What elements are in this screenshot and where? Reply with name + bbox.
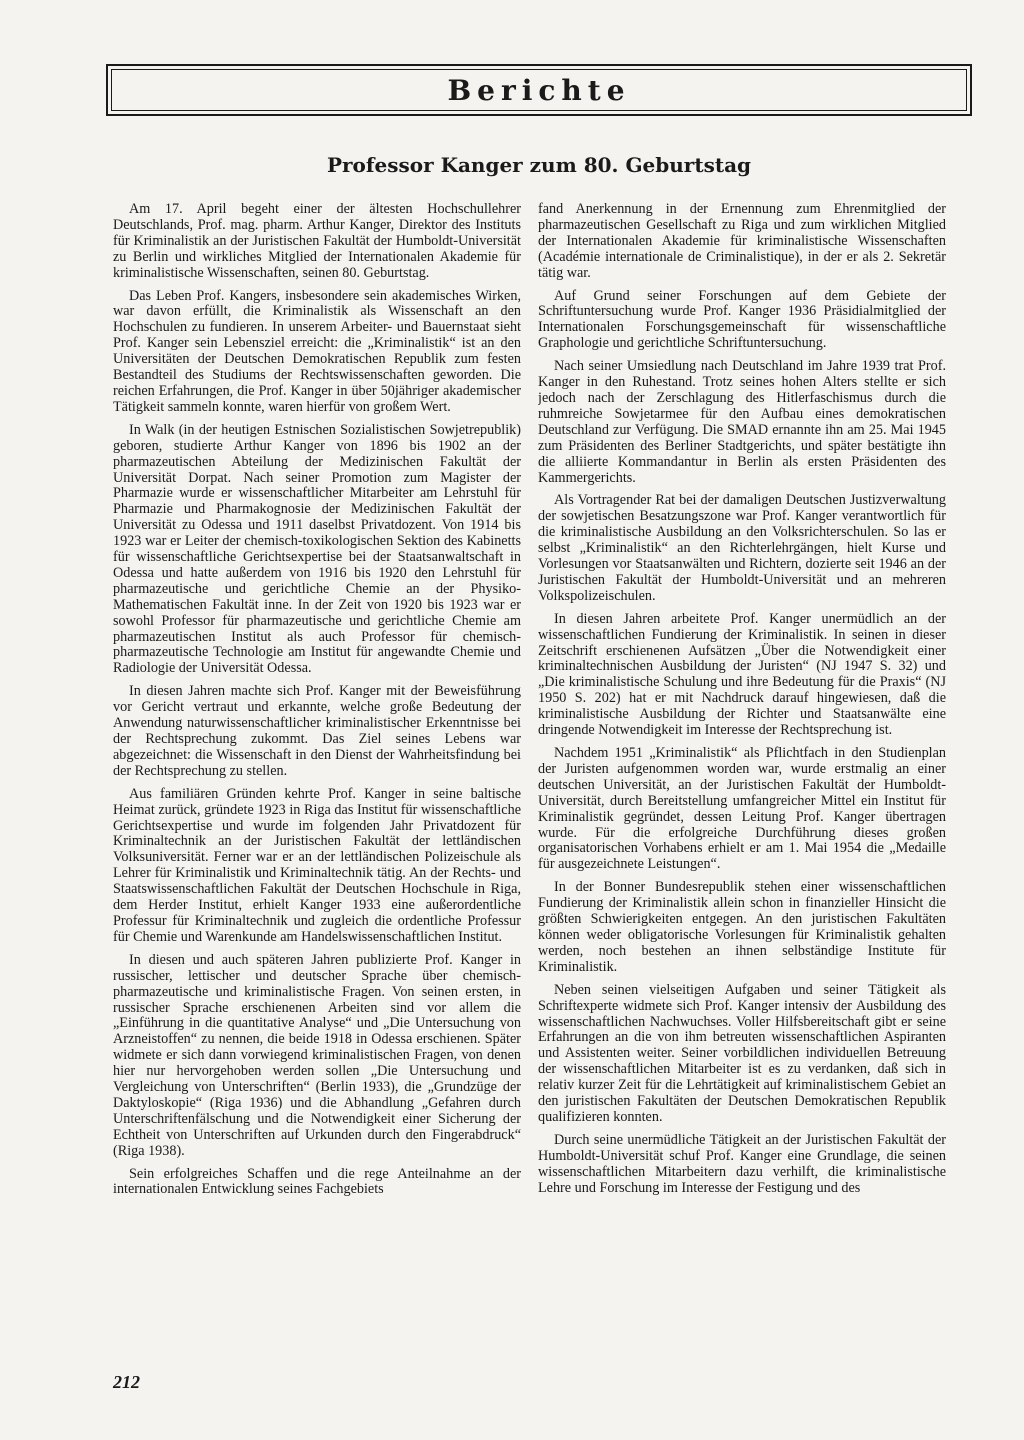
paragraph: In Walk (in der heutigen Estnischen Sozialistischen Sowjetrepublik) geboren, studierte Arthur Kanger von 1896 bis 1902 an der pharmazeutischen Abteilung der Medizinischen Fakultät der Universität Dorpat. Nach seiner Promotion zum Magister der Pharmazie wurde er wissenschaftlicher Mitarbeiter am Lehrstuhl für Pharmazie und Pharmakognosie der Medizinischen Fakultät der Universität zu Odessa und 1911 daselbst Privatdozent. Von 1914 bis 1923 war er Leiter der chemisch-toxikologischen Sektion des Kabinetts für wissenschaftliche Gerichtsexpertise bei der Staatsanwaltschaft in Odessa und hatte außerdem von 1916 bis 1920 den Lehrstuhl für pharmazeutische und gerichtliche Chemie an der Physiko-Mathematischen Fakultät inne. In der Zeit von 1920 bis 1923 war er sowohl Professor für pharmazeutische und gerichtliche Chemie am pharmazeutischen Institut als auch Professor für chemisch-pharmazeutische Technologie am Institut für angewandte Chemie und Radiologie der Universität Odessa. <box>113 421 521 677</box>
paragraph: In diesen Jahren arbeitete Prof. Kanger unermüdlich an der wissenschaftlichen Fundierung der Kriminalistik. In seinen in dieser Zeitschrift erschienenen Aufsätzen „Über die Notwendigkeit einer kriminaltechnischen Ausbildung der Juristen“ (NJ 1947 S. 32) und „Die kriminalistische Schulung und ihre Bedeutung für die Praxis“ (NJ 1950 S. 202) hat er mit Nachdruck darauf hingewiesen, daß die kriminalistische Ausbildung der Richter und Staatsanwälte eine dringende Notwendigkeit im Interesse der Rechtsprechung ist. <box>538 610 946 739</box>
paragraph: Nachdem 1951 „Kriminalistik“ als Pflichtfach in den Studienplan der Juristen aufgenommen worden war, wurde erstmalig an einer deutschen Universität, an der Juristischen Fakultät der Humboldt-Universität, durch Bereitstellung umfangreicher Mittel ein Institut für Kriminalistik gegründet, dessen Leitung Prof. Kanger übertragen wurde. Für die erfolgreiche Durchführung dieses großen organisatorischen Vorhabens erhielt er am 1. Mai 1954 die „Medaille für ausgezeichnete Leistungen“. <box>538 745 946 873</box>
left-column <box>113 202 521 1352</box>
paragraph: Am 17. April begeht einer der ältesten Hochschullehrer Deutschlands, Prof. mag. pharm. Arthur Kanger, Direktor des Instituts für Kriminalistik an der Juristischen Fakultät der Humboldt-Universität zu Berlin und wirkliches Mitglied der Internationalen Akademie für kriminalistische Wissenschaften, seinen 80. Geburtstag. <box>113 202 521 281</box>
section-header-box <box>106 64 972 116</box>
paragraph: In diesen und auch späteren Jahren publizierte Prof. Kanger in russischer, lettischer und deutscher Sprache über chemisch-pharmazeutische und kriminalistische Fragen. Von seinen ersten, in russischer Sprache erschienenen Arbeiten sind vor allem die „Einführung in die quantitative Analyse“ und „Die Untersuchung von Arzneistoffen“ zu nennen, die beide 1918 in Odessa erschienen. Später widmete er sich dann vorwiegend kriminalistischen Fragen, von denen hier nur hervorgehoben werden sollen „Die Untersuchung und Vergleichung von Unterschriften“ (Berlin 1933), die „Grundzüge der Daktyloskopie“ (Riga 1936) und die Abhandlung „Gefahren durch Unterschriftenfälschung und die Notwendigkeit einer Sicherung der Echtheit von Unterschriften auf Urkunden durch den Fingerabdruck“ (Riga 1938). <box>113 951 521 1159</box>
paragraph: Neben seinen vielseitigen Aufgaben und seiner Tätigkeit als Schriftexperte widmete sich Prof. Kanger intensiv der Ausbildung des wissenschaftlichen Nachwuchses. Voller Hilfsbereitschaft gibt er seine Erfahrungen an die von ihm betreuten wissenschaftlichen Aspiranten und Assistenten weiter. Seiner vorbildlichen individuellen Betreuung der wissenschaftlichen Mitarbeiter ist es zu verdanken, daß sich in relativ kurzer Zeit für die Lehrtätigkeit auf kriminalistischem Gebiet an den juristischen Fakultäten der Deutschen Demokratischen Republik qualifizieren konnten. <box>538 981 946 1125</box>
paragraph: Durch seine unermüdliche Tätigkeit an der Juristischen Fakultät der Humboldt-Universität schuf Prof. Kanger eine Grundlage, die seinen wissenschaftlichen Mitarbeitern dazu verhilft, die kriminalistische Lehre und Forschung im Interesse der Festigung und des <box>538 1131 946 1196</box>
article-title: Professor Kanger zum 80. Geburtstag <box>326 153 752 177</box>
paragraph: Das Leben Prof. Kangers, insbesondere sein akademisches Wirken, war davon erfüllt, die Kriminalistik als Wissenschaft an den Hochschulen zu fundieren. In unserem Arbeiter- und Bauernstaat sieht Prof. Kanger sein Lebensziel erreicht: die „Kriminalistik“ ist an den Universitäten der Deutschen Demokratischen Republik zum festen Bestandteil des Studiums der Rechtswissenschaften geworden. Die reichen Erfahrungen, die Prof. Kanger in über 50jähriger akademischer Tätigkeit sammeln konnte, waren hierfür von großem Wert. <box>113 287 521 415</box>
page-number: 212 <box>113 1372 140 1392</box>
paragraph: In diesen Jahren machte sich Prof. Kanger mit der Beweisführung vor Gericht vertraut und erkannte, welche große Bedeutung der Anwendung naturwissenschaftlicher kriminalistischer Erkenntnisse bei der Rechtsprechung zukommt. Das Ziel seines Lebens war abgezeichnet: die Wissenschaft in den Dienst der Wahrheitsfindung bei der Rechtsprechung zu stellen. <box>113 683 521 779</box>
paragraph: Auf Grund seiner Forschungen auf dem Gebiete der Schriftuntersuchung wurde Prof. Kanger 1936 Präsidialmitglied der Internationalen Forschungsgemeinschaft für wissenschaftliche Graphologie und gerichtliche Schriftuntersuchung. <box>538 287 946 352</box>
right-column <box>538 202 946 1352</box>
paragraph: In der Bonner Bundesrepublik stehen einer wissenschaftlichen Fundierung der Kriminalistik allein schon in finanzieller Hinsicht die größten Schwierigkeiten entgegen. An den juristischen Fakultäten können weder obligatorische Vorlesungen für Kriminalistik gehalten werden, noch bestehen an ihnen selbständige Institute für Kriminalistik. <box>538 879 946 975</box>
paragraph-continuation: fand Anerkennung in der Ernennung zum Ehrenmitglied der pharmazeutischen Gesellschaft zu Riga und zum wirklichen Mitglied der Internationalen Akademie für kriminalistische Wissenschaften (Académie internationale de Criminalistique), in der er als 2. Sekretär tätig war. <box>538 202 946 281</box>
section-title: Berichte <box>447 74 631 107</box>
paragraph: Sein erfolgreiches Schaffen und die rege Anteilnahme an der internationalen Entwicklung seines Fachgebiets <box>113 1165 521 1198</box>
paragraph: Nach seiner Umsiedlung nach Deutschland im Jahre 1939 trat Prof. Kanger in den Ruhestand. Trotz seines hohen Alters stellte er sich jedoch nach der Zerschlagung des Hitlerfaschismus durch die ruhmreiche Sowjetarmee für den Aufbau eines demokratischen Deutschland zur Verfügung. Die SMAD ernannte ihn am 25. Mai 1945 zum Präsidenten des Berliner Stadtgerichts, und später bestätigte ihn die alliierte Kommandantur in Berlin als ersten Präsidenten des Kammergerichts. <box>538 358 946 486</box>
paragraph: Als Vortragender Rat bei der damaligen Deutschen Justizverwaltung der sowjetischen Besatzungszone war Prof. Kanger verantwortlich für die kriminalistische Ausbildung an den Volksrichterschulen. So las er selbst „Kriminalistik“ an den Richterlehrgängen, hielt Kurse und Vorlesungen vor Staatsanwälten und Richtern, dozierte seit 1946 an der Juristischen Fakultät der Humboldt-Universität und an mehreren Volkspolizeischulen. <box>538 492 946 604</box>
paragraph: Aus familiären Gründen kehrte Prof. Kanger in seine baltische Heimat zurück, gründete 1923 in Riga das Institut für wissenschaftliche Gerichtsexpertise und wurde im folgenden Jahr Privatdozent für Kriminaltechnik an der Juristischen Fakultät der lettländischen Volksuniversität. Ferner war er an der lettländischen Polizeischule als Lehrer für Kriminalistik und Kriminaltechnik tätig. An der Rechts- und Staatswissenschaftlichen Fakultät der Deutschen Hochschule in Riga, dem Herder Institut, erhielt Kanger 1933 eine außerordentliche Professur für Kriminaltechnik und zugleich die ordentliche Professur für Chemie und Warenkunde am Handelswissenschaftlichen Institut. <box>113 785 521 945</box>
